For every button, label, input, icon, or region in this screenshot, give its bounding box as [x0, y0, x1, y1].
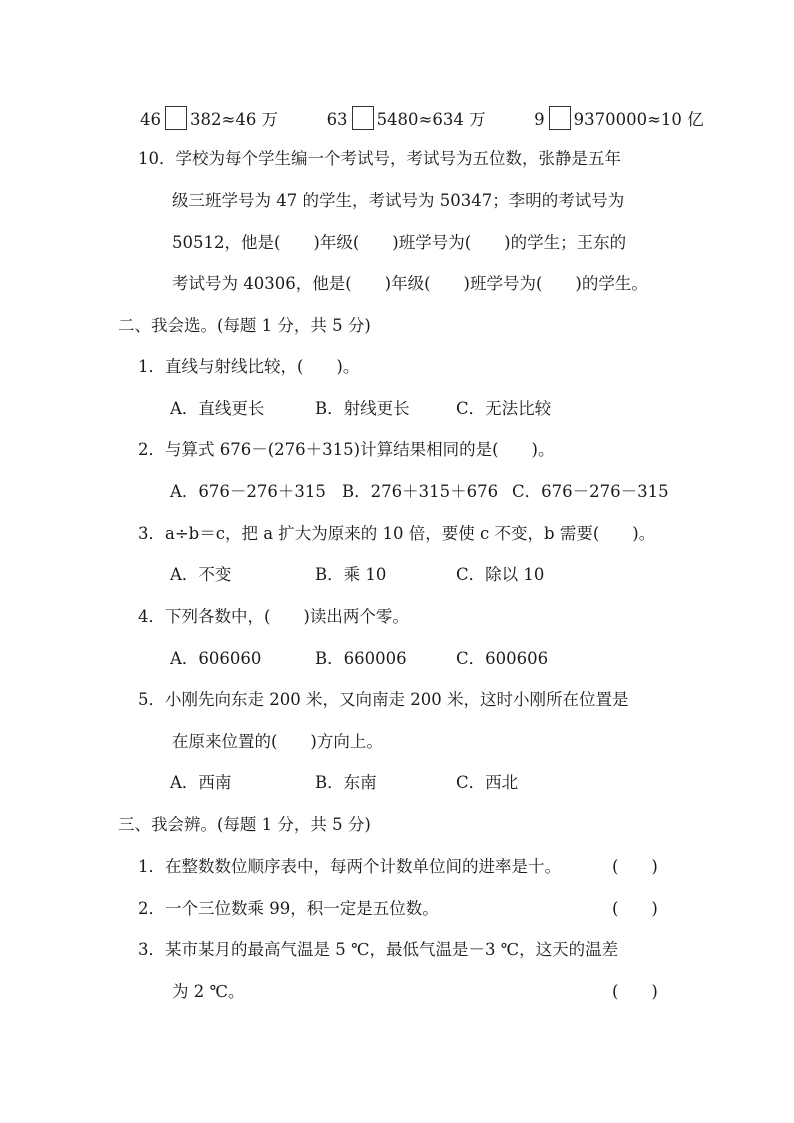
answer-box-1[interactable] — [165, 106, 187, 130]
s2-q2-option-c[interactable]: C．676－276－315 — [512, 482, 669, 501]
q10-line-3: 50512，他是( )年级( )班学号为( )的学生；王东的 — [172, 233, 627, 252]
s2-q3-stem: 3．a÷b＝c，把 a 扩大为原来的 10 倍，要使 c 不变，b 需要( )。 — [138, 524, 656, 543]
s2-q3-option-b[interactable]: B．乘 10 — [315, 565, 387, 584]
section-3-heading: 三、我会辨。(每题 1 分，共 5 分) — [118, 815, 371, 834]
estimation-row — [140, 108, 704, 132]
s3-q2-answer-paren[interactable]: ( ) — [612, 899, 658, 918]
s2-q3-option-c[interactable]: C．除以 10 — [456, 565, 545, 584]
s2-q1-option-a[interactable]: A．直线更长 — [170, 399, 265, 418]
s2-q2-stem: 2．与算式 676－(276＋315)计算结果相同的是( )。 — [138, 440, 555, 459]
s2-q5-option-a[interactable]: A．西南 — [170, 773, 232, 792]
s2-q2-option-a[interactable]: A．676－276＋315 — [170, 482, 326, 501]
s2-q1-option-c[interactable]: C．无法比较 — [456, 399, 552, 418]
section-2-heading: 二、我会选。(每题 1 分，共 5 分) — [118, 316, 371, 335]
s3-q3-stem-line-1: 3．某市某月的最高气温是 5 ℃，最低气温是－3 ℃，这天的温差 — [138, 940, 619, 959]
answer-box-2[interactable] — [352, 106, 374, 130]
estimation-item-1-post: 382≈46 万 — [190, 109, 279, 129]
s2-q5-option-c[interactable]: C．西北 — [456, 773, 519, 792]
s2-q5-stem-line-2: 在原来位置的( )方向上。 — [172, 732, 383, 751]
estimation-item-3-pre: 9 — [534, 109, 545, 129]
estimation-item-2-pre: 63 — [326, 109, 348, 129]
s3-q3-stem-line-2: 为 2 ℃。 — [172, 982, 245, 1001]
s2-q4-option-a[interactable]: A．606060 — [170, 649, 262, 668]
s2-q1-option-b[interactable]: B．射线更长 — [315, 399, 410, 418]
q10-line-1: 10．学校为每个学生编一个考试号，考试号为五位数，张静是五年 — [138, 149, 621, 168]
s2-q3-option-a[interactable]: A．不变 — [170, 565, 232, 584]
s3-q1-answer-paren[interactable]: ( ) — [612, 857, 658, 876]
estimation-item-1-pre: 46 — [140, 109, 161, 129]
s2-q4-option-b[interactable]: B．660006 — [315, 649, 407, 668]
answer-box-3[interactable] — [549, 106, 571, 130]
estimation-item-3-post: 9370000≈10 亿 — [573, 109, 704, 129]
q10-line-2: 级三班学号为 47 的学生，考试号为 50347；李明的考试号为 — [172, 191, 625, 210]
q10-line-4: 考试号为 40306，他是( )年级( )班学号为( )的学生。 — [172, 274, 648, 293]
s2-q1-stem: 1．直线与射线比较，( )。 — [138, 357, 360, 376]
s3-q1-stem: 1．在整数数位顺序表中，每两个计数单位间的进率是十。 — [138, 857, 561, 876]
s3-q3-answer-paren[interactable]: ( ) — [612, 982, 658, 1001]
s2-q2-option-b[interactable]: B．276＋315＋676 — [342, 482, 499, 501]
s2-q5-option-b[interactable]: B．东南 — [315, 773, 377, 792]
s3-q2-stem: 2．一个三位数乘 99，积一定是五位数。 — [138, 899, 439, 918]
s2-q5-stem-line-1: 5．小刚先向东走 200 米，又向南走 200 米，这时小刚所在位置是 — [138, 690, 629, 709]
s2-q4-option-c[interactable]: C．600606 — [456, 649, 549, 668]
s2-q4-stem: 4．下列各数中，( )读出两个零。 — [138, 607, 409, 626]
estimation-item-2-post: 5480≈634 万 — [376, 109, 486, 129]
